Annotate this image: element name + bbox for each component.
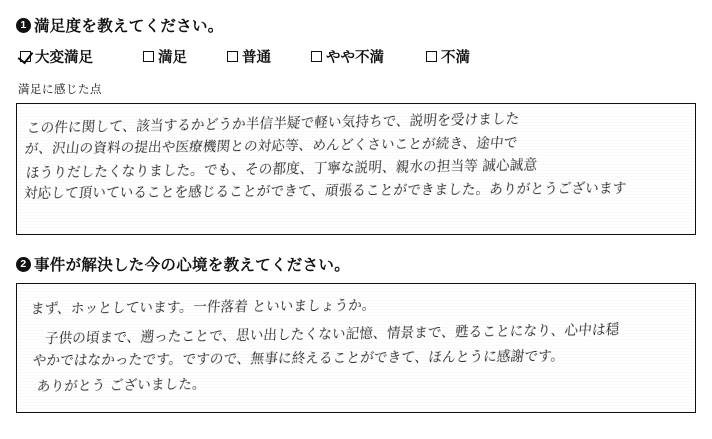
handwritten-line: まず、ホッとしています。一件落着 といいましょうか。 xyxy=(30,297,377,318)
question-2-heading xyxy=(16,253,696,275)
choice-satisfied[interactable] xyxy=(143,46,187,67)
checkbox-icon[interactable] xyxy=(426,51,437,62)
choice-neutral[interactable] xyxy=(227,46,271,67)
satisfaction-choice-group[interactable] xyxy=(16,46,696,67)
question-1-answer-box[interactable] xyxy=(16,103,696,235)
handwritten-line: やかではなかったです。ですので、無事に終えることができて、ほんとうに感謝です。 xyxy=(31,347,566,370)
choice-label: 大変満足 xyxy=(35,50,93,66)
checkbox-icon[interactable] xyxy=(143,51,154,62)
checkbox-checked-icon[interactable] xyxy=(20,51,31,62)
handwritten-line: ほうりだしたくなりました。でも、その都度、丁寧な説明、親水の担当等 誠心誠意 xyxy=(25,156,538,182)
choice-label: やや不満 xyxy=(326,50,384,66)
choice-dissatisfied[interactable] xyxy=(426,46,470,67)
question-2-text: 事件が解決した今の心境を教えてください。 xyxy=(34,257,351,274)
checkbox-icon[interactable] xyxy=(227,51,238,62)
handwritten-line: この件に関して、該当するかどうか半信半疑で軽い気持ちで、説明を受けました xyxy=(26,110,521,137)
choice-somewhat-dissatisfied[interactable] xyxy=(311,46,384,67)
choice-very-satisfied[interactable] xyxy=(20,46,93,67)
question-1-number: 1 xyxy=(16,18,31,33)
question-1-text: 満足度を教えてください。 xyxy=(34,18,224,35)
handwritten-line: 対応して頂いていることを感じることができて、頑張ることができました。ありがとうございます xyxy=(23,180,628,203)
handwritten-line: 子供の頃まで、遡ったことで、思い出したくない記憶、情景まで、甦ることになり、心中は穏 xyxy=(44,321,621,348)
handwritten-line: ありがとう ございました。 xyxy=(36,376,207,395)
question-1-heading xyxy=(16,14,696,36)
checkbox-icon[interactable] xyxy=(311,51,322,62)
question-1-sub-label: 満足に感じた点 xyxy=(18,84,102,96)
choice-label: 普通 xyxy=(242,50,271,66)
question-2-number: 2 xyxy=(16,257,31,272)
choice-label: 不満 xyxy=(441,50,470,66)
handwritten-line: が、沢山の資料の提出や医療機関との対応等、めんどくさいことが続き、途中で xyxy=(23,134,519,158)
choice-label: 満足 xyxy=(158,50,187,66)
question-2-answer-box[interactable] xyxy=(16,283,696,413)
